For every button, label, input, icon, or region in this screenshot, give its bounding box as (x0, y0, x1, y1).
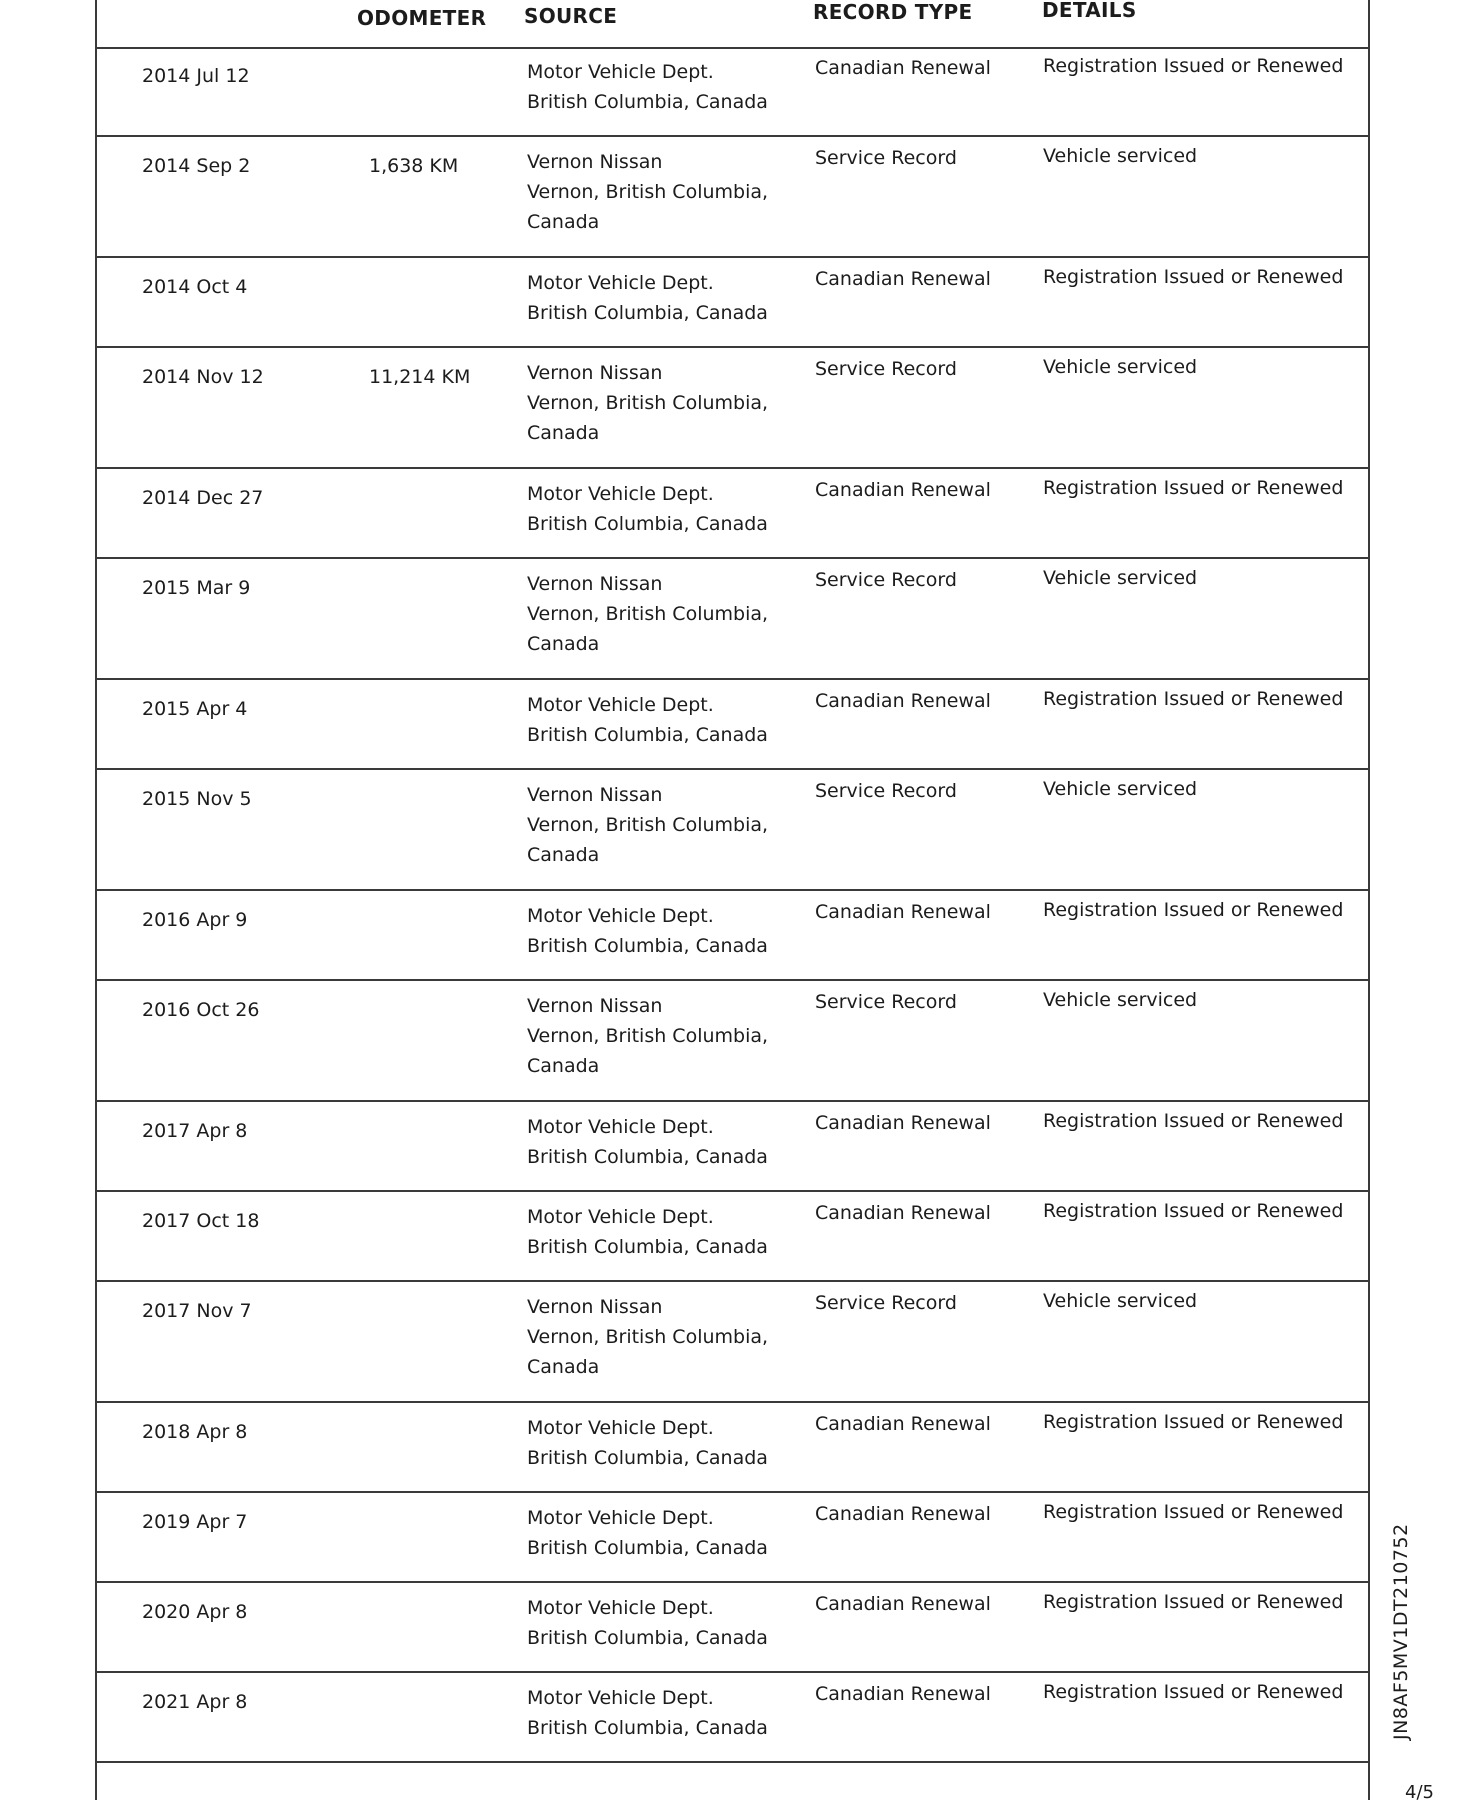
table-row (97, 1282, 1368, 1403)
vin-label: JN8AF5MV1DT210752 (1390, 1523, 1412, 1740)
record-source (527, 1292, 768, 1382)
record-details: Registration Issued or Renewed (1043, 1411, 1344, 1433)
record-details: Registration Issued or Renewed (1043, 266, 1344, 288)
record-source-line: Canada (527, 844, 600, 866)
record-source-line: Vernon Nissan (527, 1296, 663, 1318)
record-type: Service Record (815, 780, 957, 802)
record-type: Service Record (815, 1292, 957, 1314)
record-source-line: Motor Vehicle Dept. (527, 483, 714, 505)
header-odometer: ODOMETER (357, 6, 487, 30)
record-source-line: British Columbia, Canada (527, 1236, 768, 1258)
record-details: Registration Issued or Renewed (1043, 1681, 1344, 1703)
record-source (527, 1202, 768, 1262)
record-source-line: Motor Vehicle Dept. (527, 272, 714, 294)
table-row (97, 559, 1368, 680)
record-odometer: 11,214 KM (369, 366, 471, 388)
record-source-line: Canada (527, 1356, 600, 1378)
record-source-line: British Columbia, Canada (527, 91, 768, 113)
record-source-line: Motor Vehicle Dept. (527, 1116, 714, 1138)
record-type: Service Record (815, 358, 957, 380)
record-source-line: British Columbia, Canada (527, 724, 768, 746)
record-source-line: Vernon Nissan (527, 995, 663, 1017)
record-source-line: Motor Vehicle Dept. (527, 1507, 714, 1529)
record-details: Vehicle serviced (1043, 145, 1198, 167)
record-type: Service Record (815, 991, 957, 1013)
record-date: 2014 Oct 4 (142, 276, 248, 298)
record-source-line: Canada (527, 422, 600, 444)
record-date: 2017 Apr 8 (142, 1120, 248, 1142)
record-details: Registration Issued or Renewed (1043, 1501, 1344, 1523)
record-source-line: Motor Vehicle Dept. (527, 61, 714, 83)
record-type: Canadian Renewal (815, 1683, 991, 1705)
record-details: Registration Issued or Renewed (1043, 55, 1344, 77)
record-source (527, 991, 768, 1081)
record-source-line: Vernon, British Columbia, (527, 603, 769, 625)
record-date: 2014 Jul 12 (142, 65, 250, 87)
record-source-line: British Columbia, Canada (527, 1537, 768, 1559)
record-source (527, 358, 768, 448)
record-source-line: Motor Vehicle Dept. (527, 1687, 714, 1709)
table-row (97, 770, 1368, 891)
record-type: Canadian Renewal (815, 690, 991, 712)
record-date: 2017 Oct 18 (142, 1210, 260, 1232)
record-date: 2014 Sep 2 (142, 155, 251, 177)
record-source-line: Motor Vehicle Dept. (527, 694, 714, 716)
record-source-line: Motor Vehicle Dept. (527, 905, 714, 927)
record-date: 2015 Mar 9 (142, 577, 251, 599)
record-source-line: Vernon, British Columbia, (527, 814, 769, 836)
record-source-line: Vernon Nissan (527, 151, 663, 173)
record-source-line: Vernon, British Columbia, (527, 1025, 769, 1047)
record-source-line: Vernon, British Columbia, (527, 1326, 769, 1348)
record-type: Canadian Renewal (815, 479, 991, 501)
record-details: Registration Issued or Renewed (1043, 1110, 1344, 1132)
record-source-line: Motor Vehicle Dept. (527, 1417, 714, 1439)
record-source-line: Canada (527, 1055, 600, 1077)
record-source (527, 780, 768, 870)
table-row (97, 469, 1368, 559)
table-row (97, 137, 1368, 258)
record-type: Canadian Renewal (815, 1413, 991, 1435)
page-number: 4/5 (1405, 1782, 1434, 1803)
record-type: Canadian Renewal (815, 901, 991, 923)
record-source (527, 479, 768, 539)
table-row (97, 1192, 1368, 1282)
table-body (97, 47, 1368, 1763)
record-source-line: Motor Vehicle Dept. (527, 1206, 714, 1228)
record-date: 2015 Apr 4 (142, 698, 248, 720)
record-date: 2016 Oct 26 (142, 999, 260, 1021)
record-date: 2014 Nov 12 (142, 366, 264, 388)
record-source (527, 1112, 768, 1172)
record-type: Service Record (815, 147, 957, 169)
record-details: Vehicle serviced (1043, 356, 1198, 378)
record-type: Canadian Renewal (815, 1202, 991, 1224)
record-odometer: 1,638 KM (369, 155, 459, 177)
record-source (527, 901, 768, 961)
record-source (527, 147, 768, 237)
record-source-line: Vernon, British Columbia, (527, 181, 769, 203)
table-row (97, 680, 1368, 770)
record-details: Vehicle serviced (1043, 1290, 1198, 1312)
record-type: Service Record (815, 569, 957, 591)
record-source (527, 569, 768, 659)
table-row (97, 1673, 1368, 1763)
table-row (97, 1102, 1368, 1192)
record-details: Vehicle serviced (1043, 989, 1198, 1011)
record-type: Canadian Renewal (815, 1503, 991, 1525)
table-row (97, 348, 1368, 469)
record-type: Canadian Renewal (815, 1112, 991, 1134)
record-source-line: Motor Vehicle Dept. (527, 1597, 714, 1619)
table-row (97, 47, 1368, 137)
record-date: 2020 Apr 8 (142, 1601, 248, 1623)
record-type: Canadian Renewal (815, 1593, 991, 1615)
table-row (97, 258, 1368, 348)
table-header (97, 0, 1368, 49)
record-source-line: Vernon Nissan (527, 573, 663, 595)
record-date: 2019 Apr 7 (142, 1511, 248, 1533)
record-details: Registration Issued or Renewed (1043, 1591, 1344, 1613)
table-row (97, 1583, 1368, 1673)
table-row (97, 1493, 1368, 1583)
record-source-line: Vernon, British Columbia, (527, 392, 769, 414)
header-source: SOURCE (524, 4, 618, 28)
record-source-line: British Columbia, Canada (527, 302, 768, 324)
history-table (95, 0, 1370, 1800)
record-type: Canadian Renewal (815, 57, 991, 79)
record-source-line: British Columbia, Canada (527, 1447, 768, 1469)
table-row (97, 981, 1368, 1102)
record-source-line: British Columbia, Canada (527, 935, 768, 957)
record-source (527, 1593, 768, 1653)
header-record-type: RECORD TYPE (813, 0, 973, 24)
record-source (527, 1413, 768, 1473)
record-date: 2015 Nov 5 (142, 788, 252, 810)
record-date: 2021 Apr 8 (142, 1691, 248, 1713)
record-details: Registration Issued or Renewed (1043, 477, 1344, 499)
record-source (527, 1683, 768, 1743)
record-details: Registration Issued or Renewed (1043, 899, 1344, 921)
record-source (527, 57, 768, 117)
table-row (97, 1403, 1368, 1493)
record-date: 2016 Apr 9 (142, 909, 248, 931)
record-date: 2018 Apr 8 (142, 1421, 248, 1443)
record-source-line: British Columbia, Canada (527, 1627, 768, 1649)
record-details: Registration Issued or Renewed (1043, 688, 1344, 710)
table-row (97, 891, 1368, 981)
record-date: 2014 Dec 27 (142, 487, 264, 509)
record-source-line: Canada (527, 211, 600, 233)
record-source-line: British Columbia, Canada (527, 1717, 768, 1739)
record-details: Registration Issued or Renewed (1043, 1200, 1344, 1222)
record-source-line: Vernon Nissan (527, 784, 663, 806)
header-details: DETAILS (1042, 0, 1137, 22)
record-type: Canadian Renewal (815, 268, 991, 290)
record-source-line: Vernon Nissan (527, 362, 663, 384)
record-source (527, 1503, 768, 1563)
record-source (527, 690, 768, 750)
record-date: 2017 Nov 7 (142, 1300, 252, 1322)
record-details: Vehicle serviced (1043, 778, 1198, 800)
record-source-line: Canada (527, 633, 600, 655)
record-details: Vehicle serviced (1043, 567, 1198, 589)
record-source-line: British Columbia, Canada (527, 1146, 768, 1168)
record-source-line: British Columbia, Canada (527, 513, 768, 535)
record-source (527, 268, 768, 328)
